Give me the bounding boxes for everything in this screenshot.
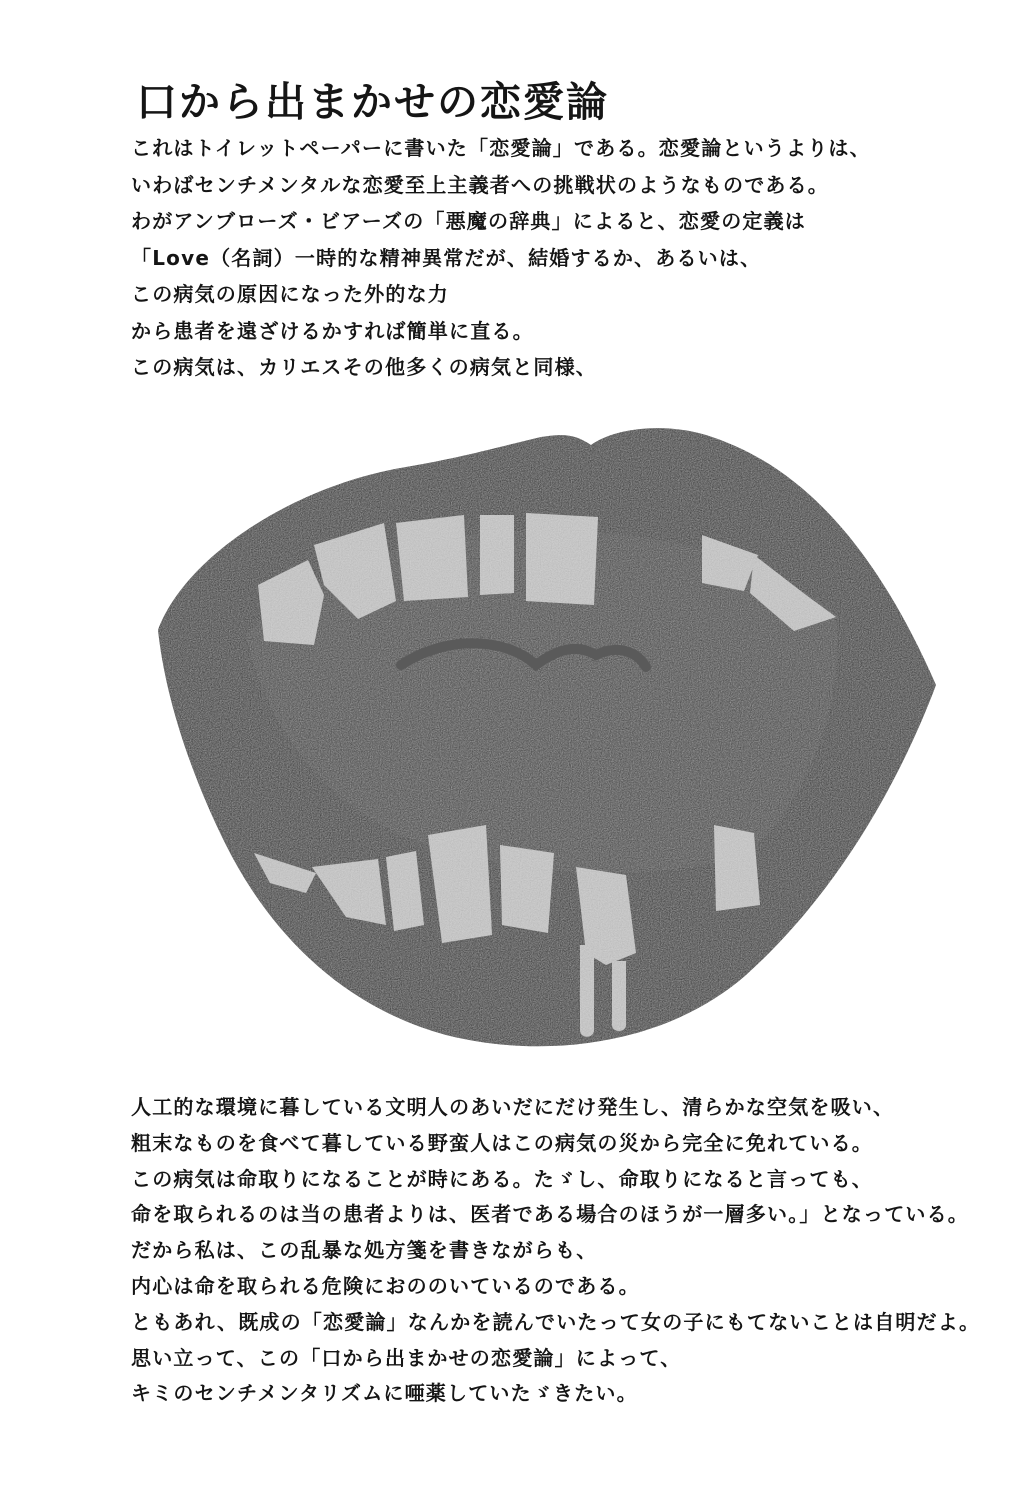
text-line: 内心は命を取られる危険におののいているのである。 [131, 1273, 640, 1298]
body-paragraph [131, 1090, 980, 1412]
text-line: 粗末なものを食べて暮している野蛮人はこの病気の災から完全に免れている。 [131, 1130, 873, 1155]
text-line: この病気の原因になった外的な力 [131, 282, 449, 306]
intro-paragraph [131, 130, 871, 386]
text-line: 命を取られるのは当の患者よりは、医者である場合のほうが一層多い。」となっている。 [131, 1202, 969, 1227]
tooth [396, 515, 468, 601]
text-line: キミのセンチメンタリズムに唖薬していたゞきたい。 [131, 1381, 638, 1406]
text-line: この病気は命取りになることが時にある。たゞし、命取りになると言っても、 [131, 1166, 873, 1191]
text-line: これはトイレットペーパーに書いた「恋愛論」である。恋愛論というよりは、 [131, 136, 871, 160]
page-title: 口から出まかせの恋愛論 [136, 78, 609, 126]
text-line: この病気は、カリエスその他多くの病気と同様、 [131, 355, 597, 379]
text-line: わがアンブローズ・ビアーズの「悪魔の辞典」によると、恋愛の定義は [131, 209, 806, 233]
tooth [714, 825, 760, 911]
tooth [500, 845, 554, 933]
text-line: いわばセンチメンタルな恋愛至上主義者への挑戦状のようなものである。 [131, 172, 829, 197]
text-line: 「Love（名詞）一時的な精神異常だが、結婚するか、あるいは、 [131, 245, 762, 270]
mouth-illustration [146, 405, 946, 1065]
text-line: から患者を遠ざけるかすれば簡単に直る。 [131, 318, 534, 343]
text-line: 人工的な環境に暮している文明人のあいだにだけ発生し、清らかな空気を吸い、 [131, 1095, 895, 1119]
text-line: 思い立って、この「口から出まかせの恋愛論」によって、 [131, 1345, 682, 1370]
tooth [480, 515, 514, 595]
text-line: だから私は、この乱暴な処方箋を書きながらも、 [131, 1238, 598, 1263]
text-line: ともあれ、既成の「恋愛論」なんかを読んでいたって女の子にもてないことは自明だよ。 [131, 1309, 981, 1334]
tooth [526, 513, 598, 605]
